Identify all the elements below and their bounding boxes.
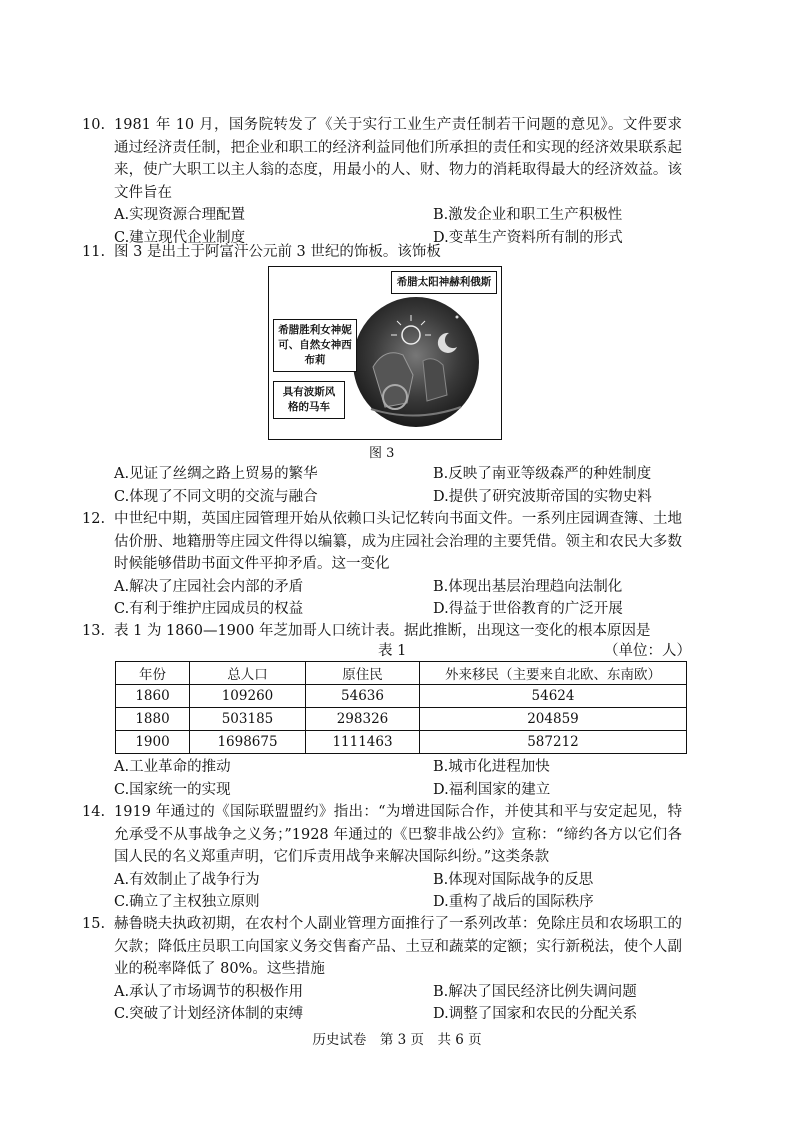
question-13-options [82,756,682,801]
page-footer: 历史试卷 第 3 页 共 6 页 [312,1032,482,1048]
options-row [114,486,682,509]
options-row [114,869,682,892]
option-a[interactable]: A.见证了丝绸之路上贸易的繁华 [114,466,318,482]
figure-label-helios: 希腊太阳神赫利俄斯 [391,271,497,294]
cell-immigrants: 54624 [420,685,687,708]
cell-total: 503185 [190,708,306,731]
header-year: 年份 [116,662,190,685]
option-c[interactable]: C.有利于维护庄园成员的权益 [114,601,304,617]
question-number: 11. [82,244,106,260]
header-immigrants: 外来移民（主要来自北欧、东南欧） [420,662,687,685]
options-row [114,204,682,227]
option-d[interactable]: D.重构了战后的国际秩序 [433,894,594,910]
options-row [114,891,682,914]
option-d[interactable]: D.调整了国家和农民的分配关系 [433,1006,638,1022]
question-stem: 表 1 为 1860—1900 年芝加哥人口统计表。据此推断，出现这一变化的根本原因是 [114,623,651,639]
cell-year: 1880 [116,708,190,731]
cell-native: 54636 [306,685,420,708]
option-c[interactable]: C.国家统一的实现 [114,781,231,798]
options-row [114,779,682,802]
question-number: 12. [82,511,106,527]
question-15 [82,913,682,1026]
table-row [116,731,687,754]
table-row [116,685,687,708]
table-header-row [116,662,687,685]
cell-native: 298326 [306,708,420,731]
options-row [114,463,682,486]
question-14 [82,801,682,914]
cell-total: 109260 [190,685,306,708]
question-stem: 1919 年通过的《国际联盟盟约》指出：“为增进国际合作，并使其和平与安定起见，特允承受不从事战争之义务；”1928 年通过的《巴黎非战公约》宣称：“缔约各方以它们各国人民的名义郑重声明，它们斥责用战争来解决国际纠纷。”这类条款 [114,804,682,865]
option-b[interactable]: B.体现出基层治理趋向法制化 [433,578,623,595]
option-a[interactable]: A.有效制止了战争行为 [114,871,260,888]
table-unit: （单位：人） [604,643,691,659]
question-11-options [82,463,682,508]
option-c[interactable]: C.突破了计划经济体制的束缚 [114,1006,304,1022]
question-number: 10. [82,117,106,133]
option-b[interactable]: B.激发企业和职工生产积极性 [433,207,623,223]
options-row [114,576,682,599]
option-d[interactable]: D.变革生产资料所有制的形式 [433,229,623,246]
option-d[interactable]: D.福利国家的建立 [433,781,551,798]
header-native: 原住民 [306,662,420,685]
option-d[interactable]: D.提供了研究波斯帝国的实物史料 [433,488,652,505]
figure-caption: 图 3 [369,446,395,461]
option-a[interactable]: A.工业革命的推动 [114,759,231,775]
question-stem: 赫鲁晓夫执政初期，在农村个人副业管理方面推行了一系列改革：免除庄员和农场职工的欠款；降低庄员职工向国家义务交售畜产品、土豆和蔬菜的定额；实行新税法，使个人副业的税率降低了 80%。这些措施 [114,916,682,977]
question-12 [82,508,682,621]
options-row [114,1003,682,1026]
options-row [114,756,682,779]
question-number: 15. [82,916,106,932]
question-stem: 1981 年 10 月，国务院转发了《关于实行工业生产责任制若干问题的意见》。文件要求通过经济责任制，把企业和职工的经济利益同他们所承担的责任和实现的经济效果联系起来，使广大职工以主人翁的态度，用最小的人、财、物力的消耗取得最大的经济效益。该文件旨在 [114,117,682,201]
question-10 [82,114,682,249]
table-row [116,708,687,731]
population-table [115,661,687,754]
question-number: 13. [82,623,106,639]
question-11 [82,241,682,264]
cell-year: 1860 [116,685,190,708]
option-b[interactable]: B.反映了南亚等级森严的种姓制度 [433,466,652,482]
question-number: 14. [82,804,106,820]
options-row [114,598,682,621]
cell-year: 1900 [116,731,190,754]
figure-label-persian-chariot: 具有波斯风格的马车 [273,381,345,419]
option-d[interactable]: D.得益于世俗教育的广泛开展 [433,601,623,617]
options-row [114,981,682,1004]
question-stem: 中世纪中期，英国庄园管理开始从依赖口头记忆转向书面文件。一系列庄园调查簿、土地估价册、地籍册等庄园文件得以编纂，成为庄园社会治理的主要凭借。领主和农民大多数时候能够借助书面文件平抑矛盾。这一变化 [114,511,682,572]
figure-3-plate-image [268,266,502,440]
question-stem: 图 3 是出土于阿富汗公元前 3 世纪的饰板。该饰板 [114,244,441,260]
plate-detail-icon [353,297,479,427]
decorative-plate-image [353,297,479,427]
figure-label-nike-cybele: 希腊胜利女神妮可、自然女神西布莉 [273,319,357,372]
option-b[interactable]: B.体现对国际战争的反思 [433,871,594,888]
cell-immigrants: 587212 [420,731,687,754]
table-title: 表 1 [378,643,407,659]
cell-total: 1698675 [190,731,306,754]
option-a[interactable]: A.实现资源合理配置 [114,207,246,223]
header-total: 总人口 [190,662,306,685]
option-c[interactable]: C.确立了主权独立原则 [114,894,260,910]
option-b[interactable]: B.解决了国民经济比例失调问题 [433,983,637,1000]
option-c[interactable]: C.体现了不同文明的交流与融合 [114,488,318,505]
cell-native: 1111463 [306,731,420,754]
option-a[interactable]: A.解决了庄园社会内部的矛盾 [114,578,304,595]
option-c[interactable]: C.建立现代企业制度 [114,229,246,246]
option-b[interactable]: B.城市化进程加快 [433,759,550,775]
cell-immigrants: 204859 [420,708,687,731]
option-a[interactable]: A.承认了市场调节的积极作用 [114,983,304,1000]
